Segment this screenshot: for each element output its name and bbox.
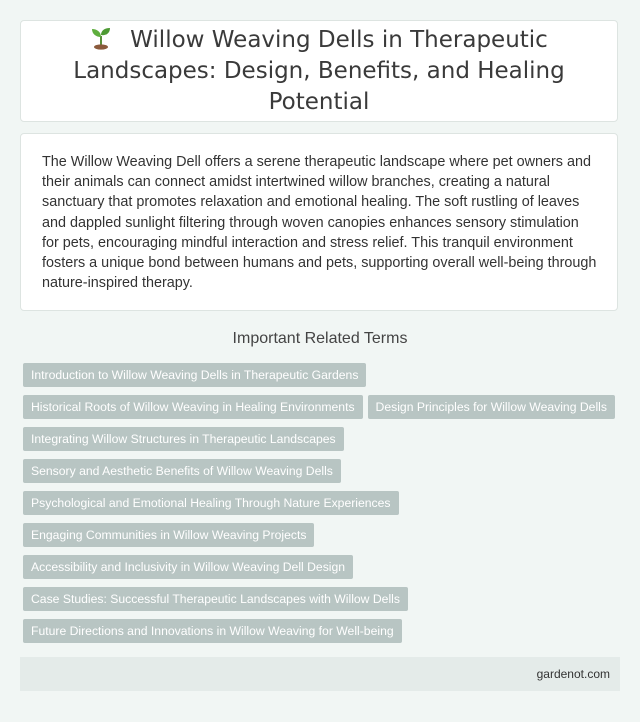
related-term-tag[interactable]: Historical Roots of Willow Weaving in Healing Environments [23,395,363,419]
related-term-tag[interactable]: Psychological and Emotional Healing Through Nature Experiences [23,491,399,515]
related-term-tag[interactable]: Case Studies: Successful Therapeutic Landscapes with Willow Dells [23,587,408,611]
tag-row [23,395,623,427]
related-term-tag[interactable]: Future Directions and Innovations in Willow Weaving for Well-being [23,619,402,643]
sprout-icon [90,26,112,50]
tag-row [23,363,623,395]
tag-row [23,459,623,491]
related-term-tag[interactable]: Introduction to Willow Weaving Dells in Therapeutic Gardens [23,363,366,387]
related-term-tag[interactable]: Engaging Communities in Willow Weaving Projects [23,523,314,547]
tag-row [23,619,623,651]
page-title [21,25,617,118]
description-text: The Willow Weaving Dell offers a serene therapeutic landscape where pet owners and their animals can connect amidst intertwined willow branches, creating a natural sanctuary that promotes relaxation and emotional healing. The soft rustling of leaves and dappled sunlight filtering through woven canopies enhances sensory stimulation for pets, encouraging mindful interaction and stress relief. This tranquil environment fosters a unique bond between humans and pets, supporting overall well-being through nature-inspired therapy. [42,154,597,292]
related-term-tag[interactable]: Design Principles for Willow Weaving Dells [368,395,615,419]
title-text: Willow Weaving Dells in Therapeutic Landscapes: Design, Benefits, and Healing Potential [73,26,565,115]
related-term-tag[interactable]: Sensory and Aesthetic Benefits of Willow Weaving Dells [23,459,341,483]
tag-row [23,587,623,619]
tag-row [23,427,623,459]
tag-row [23,491,623,523]
related-terms-list [23,363,623,651]
footer-site-link[interactable]: gardenot.com [536,667,610,681]
tag-row [23,523,623,555]
description-card [20,133,618,311]
related-terms-heading: Important Related Terms [232,330,408,347]
related-term-tag[interactable]: Accessibility and Inclusivity in Willow Weaving Dell Design [23,555,353,579]
title-card [20,20,618,122]
footer [20,657,620,691]
tag-row [23,555,623,587]
related-term-tag[interactable]: Integrating Willow Structures in Therapeutic Landscapes [23,427,344,451]
